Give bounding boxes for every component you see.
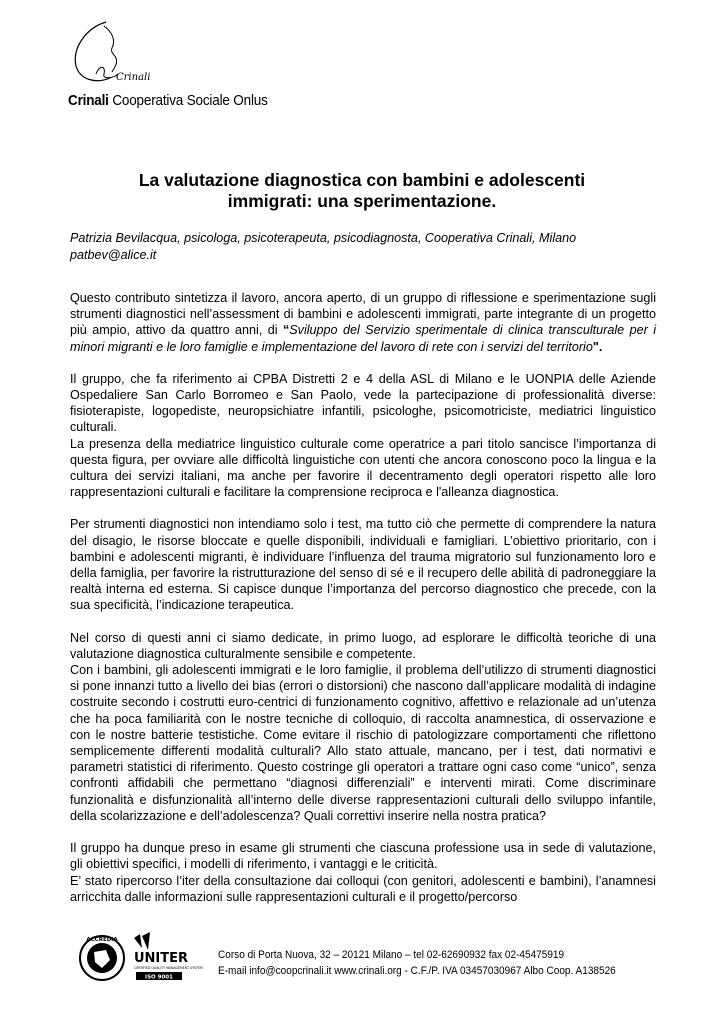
footer-line-1: Corso di Porta Nuova, 32 – 20121 Milano – tel 02-62690932 fax 02-45475919 <box>218 949 565 961</box>
p1-project-title: Sviluppo del Servizio sperimentale di clinica transculturale per i minori migranti e le loro famiglie e implementazione del lavoro di rete con i servizi del territorio <box>70 323 656 354</box>
author-block <box>70 230 660 264</box>
accredia-seal-icon <box>80 936 124 980</box>
paragraph-8: E’ stato ripercorso l’iter della consultazione dai colloqui (con genitori, adolescenti e bambini), l’anamnesi arricchita dalle informazioni sulle rappresentazioni culturali e il progetto/percorso <box>70 873 656 904</box>
org-name-rest: Cooperativa Sociale Onlus <box>108 92 268 109</box>
title-line-1: La valutazione diagnostica con bambini e adolescenti <box>138 170 586 190</box>
paragraph-1 <box>70 290 656 355</box>
footer-address <box>218 947 616 979</box>
p1-text: Questo contributo sintetizza il lavoro, ancora aperto, di un gruppo di riflessione e sperimentazione sugli strumenti diagnostici nell’assessment di bambini e adolescenti immigrati, parte integrante di un progetto più ampio, attivo da quattro anni, di <box>70 291 656 338</box>
paragraph-2: Il gruppo, che fa riferimento ai CPBA Distretti 2 e 4 della ASL di Milano e le UONPIA delle Aziende Ospedaliere San Carlo Borromeo e San Paolo, vede la partecipazione di professionalità diverse: fisioterapiste, logopediste, neuropsichiatre infantili, psicologhe, psicomotriciste, mediatrici linguistico culturali. <box>70 371 656 435</box>
paragraph-3: La presenza della mediatrice linguistico culturale come operatrice a pari titolo sancisce l’importanza di questa figura, per ovviare alle difficoltà linguistiche con utenti che ancora conoscono poco la lingua e la cultura dei servizi italiani, ma anche per favorire il decentramento degli operatori rispetto alle loro rappresentazioni culturali e facilitare la comprensione reciproca e l'alleanza diagnostica. <box>70 436 656 500</box>
paragraph-4: Per strumenti diagnostici non intendiamo solo i test, ma tutto ciò che permette di comprendere la natura del disagio, le risorse bloccate e quelle disponibili, individuali e famigliari. L’obiettivo prioritario, con i bambini e adolescenti migranti, è individuare l’influenza del trauma migratorio sul funzionamento loro e della famiglia, per favorire la ristrutturazione del senso di sé e il recupero delle abilità di padroneggiare la realtà interna ed esterna. Si capisce dunque l’importanza del percorso diagnostico che precede, con la sua specificità, l’indicazione terapeutica. <box>70 517 656 613</box>
author-email: patbev@alice.it <box>70 248 157 262</box>
p1-close-quote: ". <box>592 339 603 354</box>
org-name-bold: Crinali <box>68 92 109 109</box>
uniter-subtext: CERTIFIED QUALITY MANAGEMENT SYSTEM <box>134 966 203 970</box>
accredia-text: ACCREDIA <box>86 937 118 943</box>
logo-script-text: Crinali <box>116 72 151 83</box>
crinali-logo <box>66 18 186 90</box>
paragraph-6: Con i bambini, gli adolescenti immigrati e le loro famiglie, il problema dell’utilizzo di strumenti diagnostici si pone innanzi tutto a livello dei bias (errori o distorsioni) che nascono dall’applicare modalità di indagine costruite secondo i costrutti euro-centrici di funzionamento cognitivo, affettivo e relazionale ad un’utenza che ha poca familiarità con le nostre tecniche di colloquio, di raccolta anamnestica, di osservazione e con le nostre batterie testistiche. Come evitare il rischio di patologizzare comportamenti che riflettono semplicemente differenti modalità culturali? Allo stato attuale, mancano, per i test, dati normativi e parametri statistici di riferimento. Questo costringe gli operatori a trattare ogni caso come “unico”, senza confronti affidabili che permettano “diagnosi differenziali” e interventi mirati. Come discriminare funzionalità e disfunzionalità all’interno delle diverse rappresentazioni culturali dello sviluppo infantile, della scolarizzazione e dell’adolescenza? Quali correttivi inserire nella nostra pratica? <box>70 663 656 823</box>
paragraph-7: Il gruppo ha dunque preso in esame gli strumenti che ciascuna professione usa in sede di valutazione, gli obiettivi specifici, i modelli di riferimento, i vantaggi e le criticità. <box>70 841 656 872</box>
organization-name <box>68 92 268 109</box>
document-body <box>70 290 656 905</box>
iso-text: ISO 9001 <box>145 974 173 981</box>
footer-line-2: E-mail info@coopcrinali.it www.crinali.org - C.F./P. IVA 03457030967 Albo Coop. A138526 <box>218 965 616 977</box>
p1-open-quote: “ <box>282 323 290 338</box>
certification-logos <box>78 930 210 986</box>
author-line: Patrizia Bevilacqua, psicologa, psicoterapeuta, psicodiagnosta, Cooperativa Crinali, Milano <box>70 231 577 245</box>
uniter-logo-icon <box>134 932 203 981</box>
title-line-2: immigrati: una sperimentazione. <box>227 191 497 211</box>
uniter-text: UNITER <box>134 951 189 966</box>
paragraph-5: Nel corso di questi anni ci siamo dedicate, in primo luogo, ad esplorare le difficoltà teoriche di una valutazione diagnostica culturalmente sensibile e competente. <box>70 630 656 661</box>
document-title <box>70 170 654 212</box>
